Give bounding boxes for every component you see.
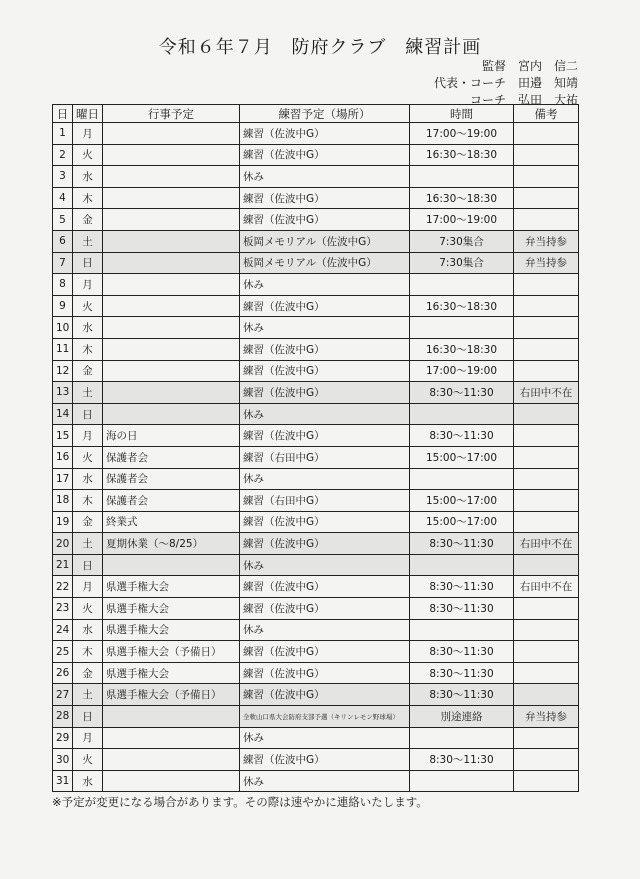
table-row — [53, 706, 579, 728]
day-cell: 12 — [53, 360, 73, 382]
note-cell — [514, 187, 579, 209]
dow-cell: 日 — [73, 706, 103, 728]
note-cell — [514, 144, 579, 166]
plan-cell: 板岡メモリアル（佐波中G） — [240, 252, 410, 274]
note-cell — [514, 641, 579, 663]
staff-name: 田邉 知靖 — [518, 76, 579, 90]
note-cell — [514, 123, 579, 145]
staff-row — [356, 75, 579, 92]
note-cell: 右田中不在 — [514, 533, 579, 555]
note-cell — [514, 425, 579, 447]
event-cell — [103, 403, 240, 425]
time-cell: 8:30～11:30 — [410, 576, 514, 598]
table-row — [53, 209, 579, 231]
table-row — [53, 166, 579, 188]
event-cell: 県選手権大会（予備日） — [103, 684, 240, 706]
table-row — [53, 490, 579, 512]
plan-cell: 休み — [240, 317, 410, 339]
day-cell: 31 — [53, 770, 73, 792]
plan-cell: 練習（佐波中G） — [240, 684, 410, 706]
dow-cell: 月 — [73, 727, 103, 749]
note-cell — [514, 662, 579, 684]
table-row — [53, 684, 579, 706]
table-row — [53, 576, 579, 598]
day-cell: 4 — [53, 187, 73, 209]
note-cell — [514, 468, 579, 490]
plan-cell: 練習（佐波中G） — [240, 598, 410, 620]
event-cell — [103, 749, 240, 771]
plan-cell: 練習（佐波中G） — [240, 360, 410, 382]
time-cell — [410, 317, 514, 339]
plan-cell: 練習（佐波中G） — [240, 576, 410, 598]
dow-cell: 日 — [73, 554, 103, 576]
time-cell: 15:00～17:00 — [410, 446, 514, 468]
table-row — [53, 338, 579, 360]
time-cell: 15:00～17:00 — [410, 490, 514, 512]
table-row — [53, 187, 579, 209]
plan-cell: 練習（佐波中G） — [240, 382, 410, 404]
title-doc: 練習計画 — [405, 37, 482, 58]
event-cell: 県選手権大会 — [103, 598, 240, 620]
dow-cell: 月 — [73, 123, 103, 145]
staff-role: 代表・コーチ — [433, 76, 506, 90]
event-cell — [103, 317, 240, 339]
plan-cell: 練習（佐波中G） — [240, 662, 410, 684]
time-cell: 17:00～19:00 — [410, 360, 514, 382]
dow-cell: 月 — [73, 425, 103, 447]
day-cell: 29 — [53, 727, 73, 749]
table-row — [53, 533, 579, 555]
day-cell: 25 — [53, 641, 73, 663]
event-cell — [103, 123, 240, 145]
plan-cell: 練習（右田中G） — [240, 490, 410, 512]
table-row — [53, 770, 579, 792]
time-cell: 別途連絡 — [410, 706, 514, 728]
day-cell: 9 — [53, 295, 73, 317]
dow-cell: 木 — [73, 641, 103, 663]
plan-cell: 練習（佐波中G） — [240, 533, 410, 555]
table-row — [53, 425, 579, 447]
time-cell: 8:30～11:30 — [410, 533, 514, 555]
time-cell: 16:30～18:30 — [410, 338, 514, 360]
header-time: 時間 — [410, 105, 514, 123]
event-cell — [103, 338, 240, 360]
time-cell: 16:30～18:30 — [410, 187, 514, 209]
event-cell: 海の日 — [103, 425, 240, 447]
time-cell — [410, 554, 514, 576]
time-cell — [410, 274, 514, 296]
plan-cell: 休み — [240, 554, 410, 576]
dow-cell: 日 — [73, 252, 103, 274]
event-cell: 終業式 — [103, 511, 240, 533]
plan-cell: 休み — [240, 727, 410, 749]
note-cell: 弁当持参 — [514, 230, 579, 252]
staff-role: 監督 — [481, 59, 506, 73]
plan-cell: 休み — [240, 166, 410, 188]
plan-cell: 練習（佐波中G） — [240, 123, 410, 145]
time-cell — [410, 727, 514, 749]
time-cell: 8:30～11:30 — [410, 598, 514, 620]
event-cell: 保護者会 — [103, 446, 240, 468]
note-cell — [514, 274, 579, 296]
time-cell — [410, 166, 514, 188]
note-cell: 右田中不在 — [514, 576, 579, 598]
header-note: 備考 — [514, 105, 579, 123]
dow-cell: 金 — [73, 511, 103, 533]
day-cell: 13 — [53, 382, 73, 404]
event-cell: 県選手権大会（予備日） — [103, 641, 240, 663]
plan-cell: 休み — [240, 770, 410, 792]
event-cell — [103, 295, 240, 317]
day-cell: 24 — [53, 619, 73, 641]
table-row — [53, 727, 579, 749]
day-cell: 3 — [53, 166, 73, 188]
event-cell: 県選手権大会 — [103, 576, 240, 598]
note-cell — [514, 749, 579, 771]
day-cell: 28 — [53, 706, 73, 728]
event-cell: 県選手権大会 — [103, 662, 240, 684]
table-row — [53, 403, 579, 425]
table-row — [53, 123, 579, 145]
day-cell: 30 — [53, 749, 73, 771]
day-cell: 2 — [53, 144, 73, 166]
time-cell: 17:00～19:00 — [410, 209, 514, 231]
dow-cell: 水 — [73, 317, 103, 339]
plan-cell: 休み — [240, 468, 410, 490]
event-cell: 保護者会 — [103, 490, 240, 512]
schedule-table — [52, 104, 579, 792]
staff-role: コーチ — [469, 93, 506, 107]
event-cell — [103, 144, 240, 166]
day-cell: 22 — [53, 576, 73, 598]
time-cell: 8:30～11:30 — [410, 382, 514, 404]
table-row — [53, 274, 579, 296]
time-cell: 7:30集合 — [410, 252, 514, 274]
day-cell: 20 — [53, 533, 73, 555]
dow-cell: 火 — [73, 598, 103, 620]
event-cell — [103, 230, 240, 252]
plan-cell: 休み — [240, 619, 410, 641]
staff-row — [356, 58, 579, 75]
title-org: 防府クラブ — [291, 37, 387, 58]
dow-cell: 土 — [73, 230, 103, 252]
dow-cell: 日 — [73, 403, 103, 425]
staff-name: 弘田 大祐 — [518, 93, 579, 107]
table-row — [53, 749, 579, 771]
plan-cell: 全軟山口県大会防府支部予選（キリンレモン野球場） — [240, 706, 410, 728]
dow-cell: 金 — [73, 209, 103, 231]
table-row — [53, 144, 579, 166]
event-cell — [103, 382, 240, 404]
event-cell — [103, 252, 240, 274]
day-cell: 1 — [53, 123, 73, 145]
dow-cell: 月 — [73, 576, 103, 598]
day-cell: 10 — [53, 317, 73, 339]
table-row — [53, 554, 579, 576]
day-cell: 16 — [53, 446, 73, 468]
note-cell — [514, 317, 579, 339]
event-cell — [103, 770, 240, 792]
event-cell: 県選手権大会 — [103, 619, 240, 641]
event-cell — [103, 554, 240, 576]
header-dow: 曜日 — [73, 105, 103, 123]
time-cell: 8:30～11:30 — [410, 425, 514, 447]
time-cell: 8:30～11:30 — [410, 641, 514, 663]
dow-cell: 木 — [73, 338, 103, 360]
footnote: ※予定が変更になる場合があります。その際は速やかに連絡いたします。 — [52, 795, 428, 809]
dow-cell: 水 — [73, 619, 103, 641]
day-cell: 8 — [53, 274, 73, 296]
dow-cell: 土 — [73, 684, 103, 706]
event-cell: 保護者会 — [103, 468, 240, 490]
table-row — [53, 468, 579, 490]
table-row — [53, 360, 579, 382]
table-row — [53, 662, 579, 684]
plan-cell: 練習（佐波中G） — [240, 295, 410, 317]
day-cell: 7 — [53, 252, 73, 274]
header-day: 日 — [53, 105, 73, 123]
table-row — [53, 511, 579, 533]
header-event: 行事予定 — [103, 105, 240, 123]
time-cell — [410, 770, 514, 792]
note-cell — [514, 727, 579, 749]
dow-cell: 木 — [73, 490, 103, 512]
note-cell — [514, 166, 579, 188]
dow-cell: 火 — [73, 144, 103, 166]
time-cell — [410, 403, 514, 425]
dow-cell: 水 — [73, 166, 103, 188]
plan-cell: 練習（右田中G） — [240, 446, 410, 468]
dow-cell: 火 — [73, 749, 103, 771]
table-header-row — [53, 105, 579, 123]
table-row — [53, 230, 579, 252]
note-cell — [514, 295, 579, 317]
dow-cell: 月 — [73, 274, 103, 296]
day-cell: 11 — [53, 338, 73, 360]
day-cell: 21 — [53, 554, 73, 576]
title-date: 令和６年７月 — [158, 37, 273, 58]
table-row — [53, 382, 579, 404]
note-cell: 弁当持参 — [514, 252, 579, 274]
day-cell: 14 — [53, 403, 73, 425]
note-cell — [514, 490, 579, 512]
plan-cell: 板岡メモリアル（佐波中G） — [240, 230, 410, 252]
event-cell — [103, 706, 240, 728]
time-cell: 15:00～17:00 — [410, 511, 514, 533]
dow-cell: 水 — [73, 770, 103, 792]
plan-cell: 休み — [240, 274, 410, 296]
plan-cell: 練習（佐波中G） — [240, 144, 410, 166]
event-cell — [103, 187, 240, 209]
header-plan: 練習予定（場所） — [240, 105, 410, 123]
time-cell: 8:30～11:30 — [410, 662, 514, 684]
table-row — [53, 641, 579, 663]
note-cell — [514, 338, 579, 360]
dow-cell: 火 — [73, 446, 103, 468]
plan-cell: 練習（佐波中G） — [240, 338, 410, 360]
event-cell — [103, 274, 240, 296]
table-row — [53, 598, 579, 620]
event-cell — [103, 727, 240, 749]
table-row — [53, 317, 579, 339]
note-cell: 弁当持参 — [514, 706, 579, 728]
day-cell: 19 — [53, 511, 73, 533]
dow-cell: 土 — [73, 382, 103, 404]
day-cell: 27 — [53, 684, 73, 706]
time-cell: 7:30集合 — [410, 230, 514, 252]
day-cell: 6 — [53, 230, 73, 252]
staff-name: 宮内 信二 — [518, 59, 579, 73]
dow-cell: 金 — [73, 662, 103, 684]
table-row — [53, 252, 579, 274]
note-cell: 右田中不在 — [514, 382, 579, 404]
day-cell: 15 — [53, 425, 73, 447]
note-cell — [514, 770, 579, 792]
table-row — [53, 295, 579, 317]
note-cell — [514, 209, 579, 231]
note-cell — [514, 554, 579, 576]
dow-cell: 火 — [73, 295, 103, 317]
day-cell: 23 — [53, 598, 73, 620]
time-cell: 8:30～11:30 — [410, 684, 514, 706]
time-cell: 17:00～19:00 — [410, 123, 514, 145]
plan-cell: 練習（佐波中G） — [240, 511, 410, 533]
day-cell: 18 — [53, 490, 73, 512]
dow-cell: 木 — [73, 187, 103, 209]
plan-cell: 練習（佐波中G） — [240, 187, 410, 209]
staff-list — [356, 58, 579, 109]
note-cell — [514, 619, 579, 641]
plan-cell: 練習（佐波中G） — [240, 641, 410, 663]
note-cell — [514, 403, 579, 425]
day-cell: 5 — [53, 209, 73, 231]
page-title — [0, 33, 640, 59]
note-cell — [514, 511, 579, 533]
table-row — [53, 446, 579, 468]
plan-cell: 練習（佐波中G） — [240, 749, 410, 771]
table-row — [53, 619, 579, 641]
plan-cell: 練習（佐波中G） — [240, 425, 410, 447]
time-cell: 8:30～11:30 — [410, 749, 514, 771]
time-cell — [410, 619, 514, 641]
event-cell — [103, 360, 240, 382]
note-cell — [514, 598, 579, 620]
time-cell — [410, 468, 514, 490]
event-cell — [103, 209, 240, 231]
dow-cell: 水 — [73, 468, 103, 490]
note-cell — [514, 360, 579, 382]
dow-cell: 土 — [73, 533, 103, 555]
note-cell — [514, 684, 579, 706]
event-cell — [103, 166, 240, 188]
day-cell: 17 — [53, 468, 73, 490]
event-cell: 夏期休業（～8/25） — [103, 533, 240, 555]
dow-cell: 金 — [73, 360, 103, 382]
plan-cell: 練習（佐波中G） — [240, 209, 410, 231]
time-cell: 16:30～18:30 — [410, 144, 514, 166]
time-cell: 16:30～18:30 — [410, 295, 514, 317]
note-cell — [514, 446, 579, 468]
day-cell: 26 — [53, 662, 73, 684]
plan-cell: 休み — [240, 403, 410, 425]
